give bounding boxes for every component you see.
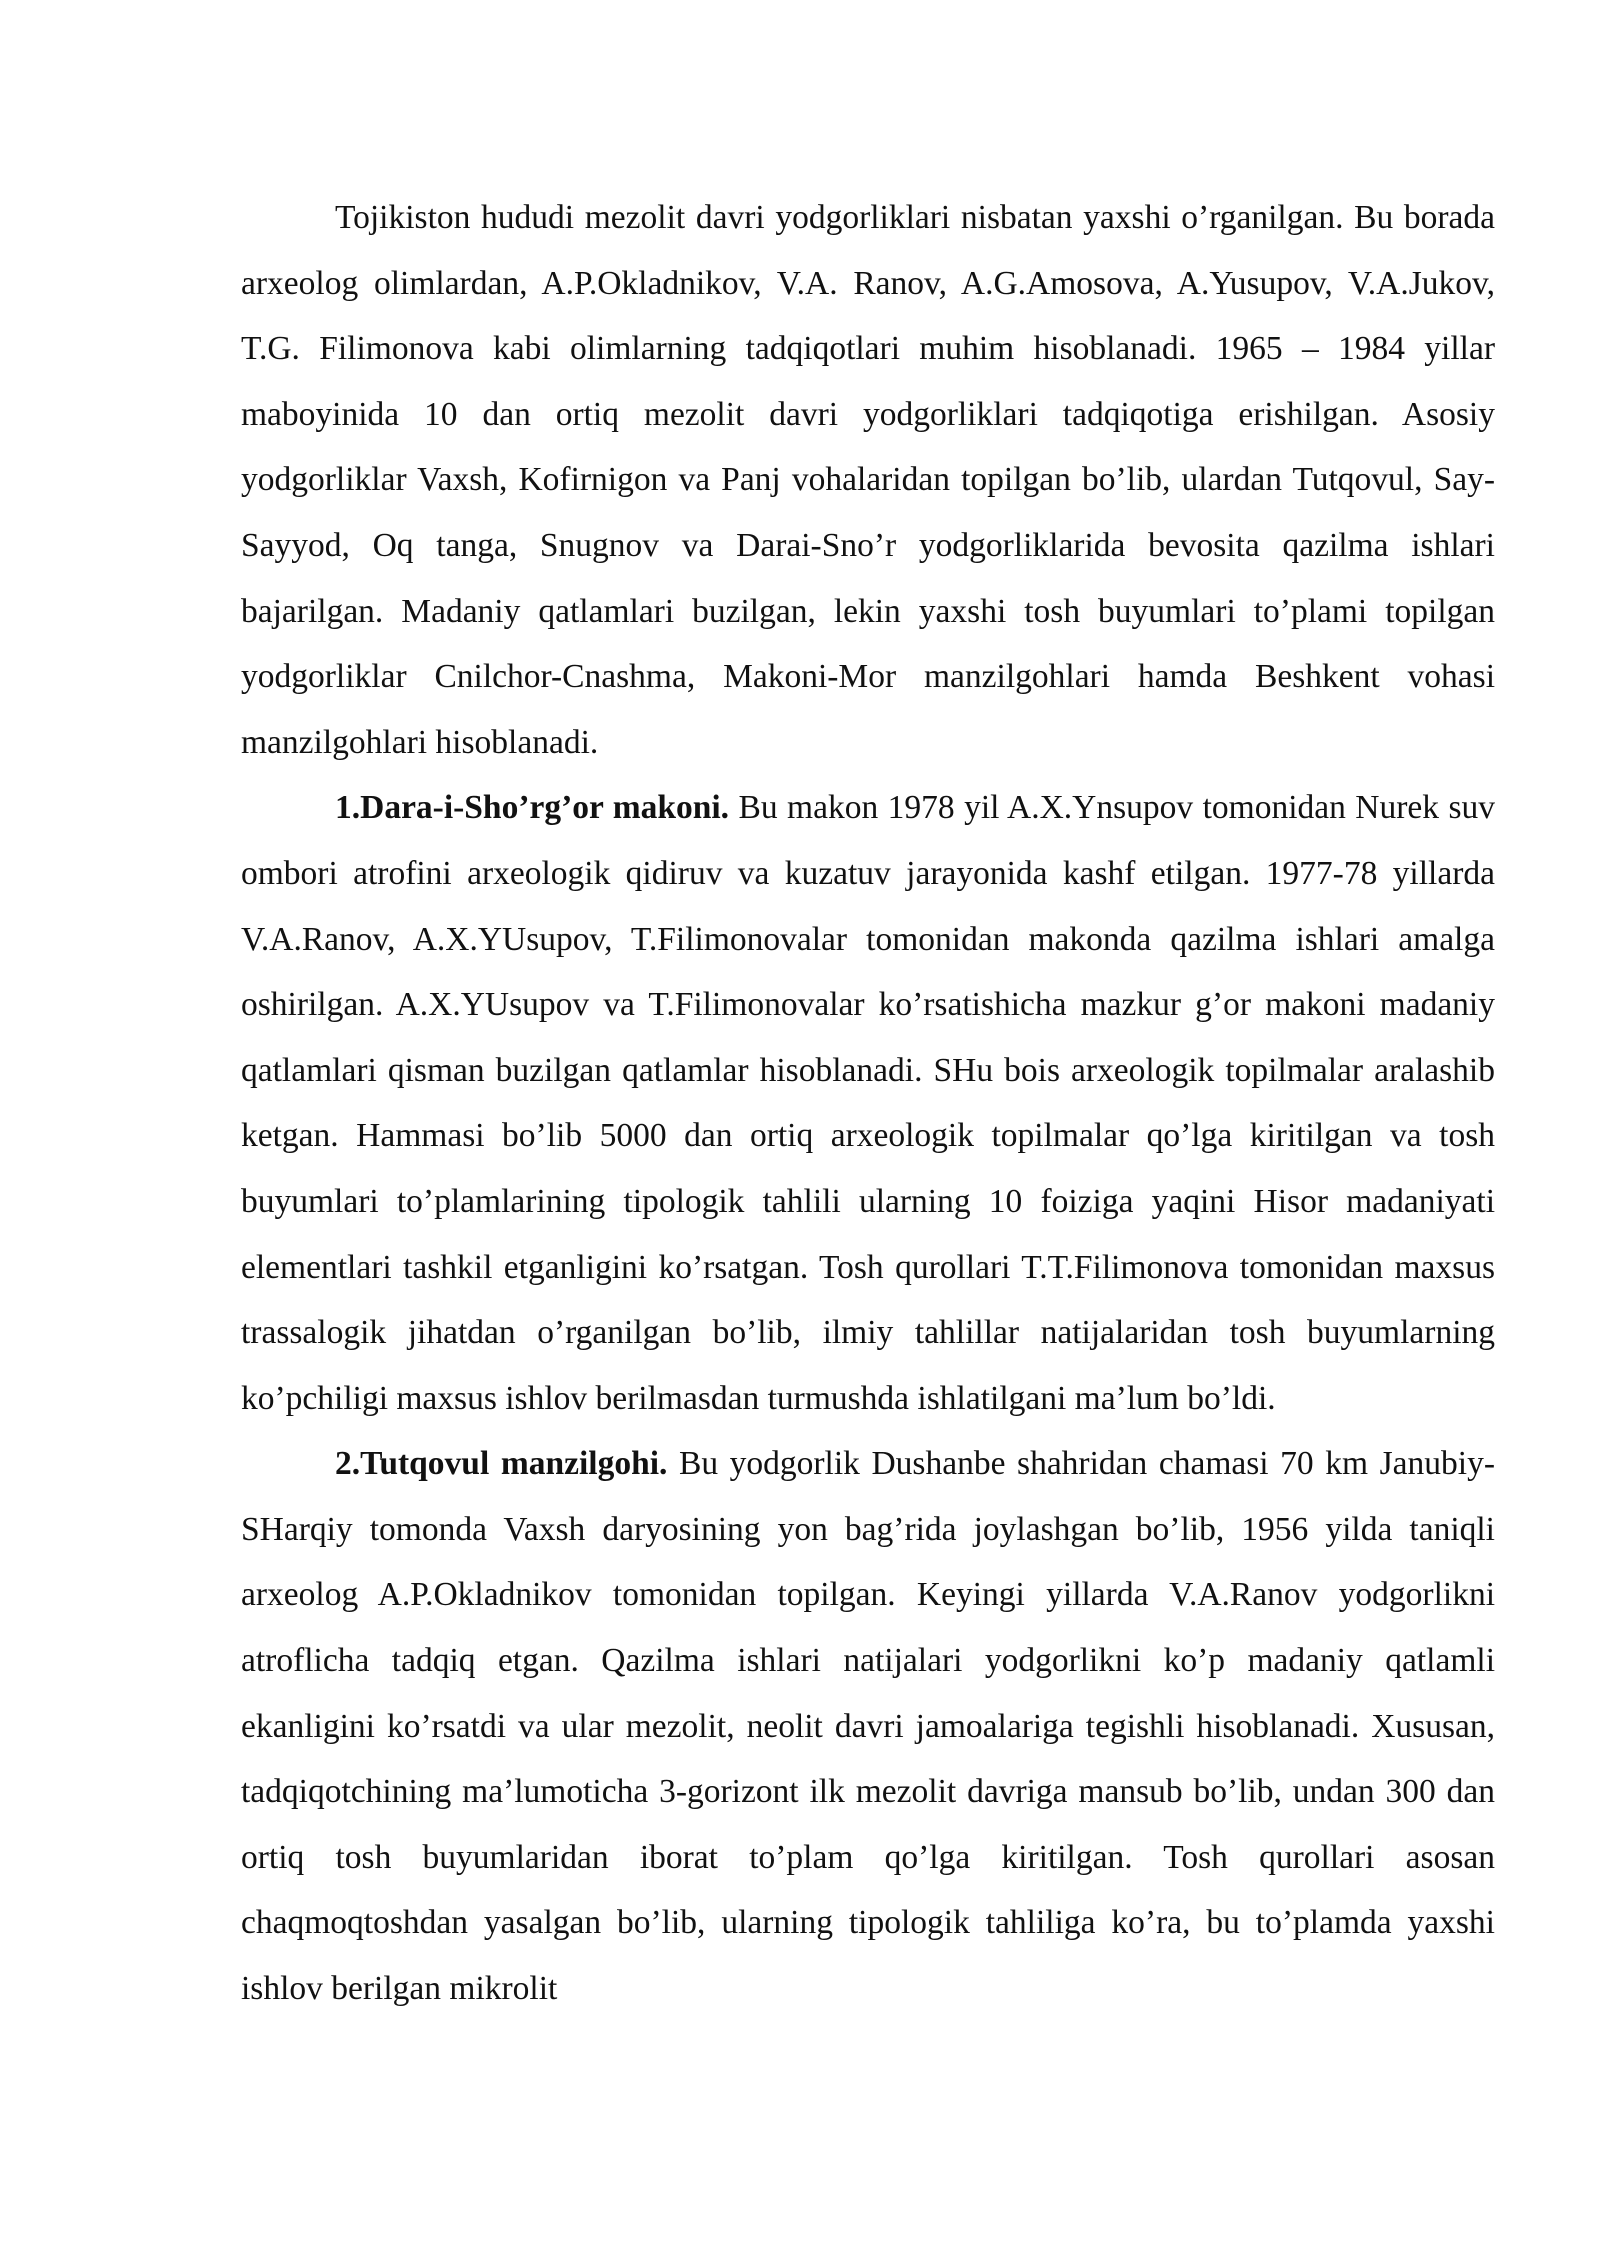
paragraph-tutqovul [241, 1431, 1495, 2021]
paragraph-text: Tojikiston hududi mezolit davri yodgorliklari nisbatan yaxshi o’rganilgan. Bu borada arxeolog olimlardan, A.P.Okladnikov, V.A. Ranov, A.G.Amosova, A.Yusupov, V.A.Jukov, T.G. Filimonova kabi olimlarning tadqiqotlari muhim hisoblanadi. 1965 – 1984 yillar maboyinida 10 dan ortiq mezolit davri yodgorliklari tadqiqotiga erishilgan. Asosiy yodgorliklar Vaxsh, Kofirnigon va Panj vohalaridan topilgan bo’lib, ulardan Tutqovul, Say-Sayyod, Oq tanga, Snugnov va Darai-Sno’r yodgorliklarida bevosita qazilma ishlari bajarilgan. Madaniy qatlamlari buzilgan, lekin yaxshi tosh buyumlari to’plami topilgan yodgorliklar Cnilchor-Cnashma, Makoni-Mor manzilgohlari hamda Beshkent vohasi manzilgohlari hisoblanadi. [241, 199, 1495, 761]
paragraph-text: Bu makon 1978 yil A.X.Ynsupov tomonidan Nurek suv ombori atrofini arxeologik qidiruv va kuzatuv jarayonida kashf etilgan. 1977-78 yillarda V.A.Ranov, A.X.YUsupov, T.Filimonovalar tomonidan makonda qazilma ishlari amalga oshirilgan. A.X.YUsupov va T.Filimonovalar ko’rsatishicha mazkur g’or makoni madaniy qatlamlari qisman buzilgan qatlamlar hisoblanadi. SHu bois arxeologik topilmalar aralashib ketgan. Hammasi bo’lib 5000 dan ortiq arxeologik topilmalar qo’lga kiritilgan va tosh buyumlari to’plamlarining tipologik tahlili ularning 10 foiziga yaqini Hisor madaniyati elementlari tashkil etganligini ko’rsatgan. Tosh qurollari T.T.Filimonova tomonidan maxsus trassalogik jihatdan o’rganilgan bo’lib, ilmiy tahlillar natijalaridan tosh buyumlarning ko’pchiligi maxsus ishlov berilmasdan turmushda ishlatilgani ma’lum bo’ldi. [241, 789, 1495, 1417]
paragraph-dara-i-shorgor [241, 775, 1495, 1431]
section-heading: 1.Dara-i-Sho’rg’or makoni. [335, 789, 730, 827]
document-page [241, 185, 1495, 2022]
paragraph-text: Bu yodgorlik Dushanbe shahridan chamasi 70 km Janubiy-SHarqiy tomonda Vaxsh daryosining yon bag’rida joylashgan bo’lib, 1956 yilda taniqli arxeolog A.P.Okladnikov tomonidan topilgan. Keyingi yillarda V.A.Ranov yodgorlikni atroflicha tadqiq etgan. Qazilma ishlari natijalari yodgorlikni ko’p madaniy qatlamli ekanligini ko’rsatdi va ular mezolit, neolit davri jamoalariga tegishli hisoblanadi. Xususan, tadqiqotchining ma’lumoticha 3-gorizont ilk mezolit davriga mansub bo’lib, undan 300 dan ortiq tosh buyumlaridan iborat to’plam qo’lga kiritilgan. Tosh qurollari asosan chaqmoqtoshdan yasalgan bo’lib, ularning tipologik tahliliga ko’ra, bu to’plamda yaxshi ishlov berilgan mikrolit [241, 1445, 1495, 2008]
section-heading: 2.Tutqovul manzilgohi. [335, 1445, 668, 1483]
paragraph-intro [241, 185, 1495, 775]
